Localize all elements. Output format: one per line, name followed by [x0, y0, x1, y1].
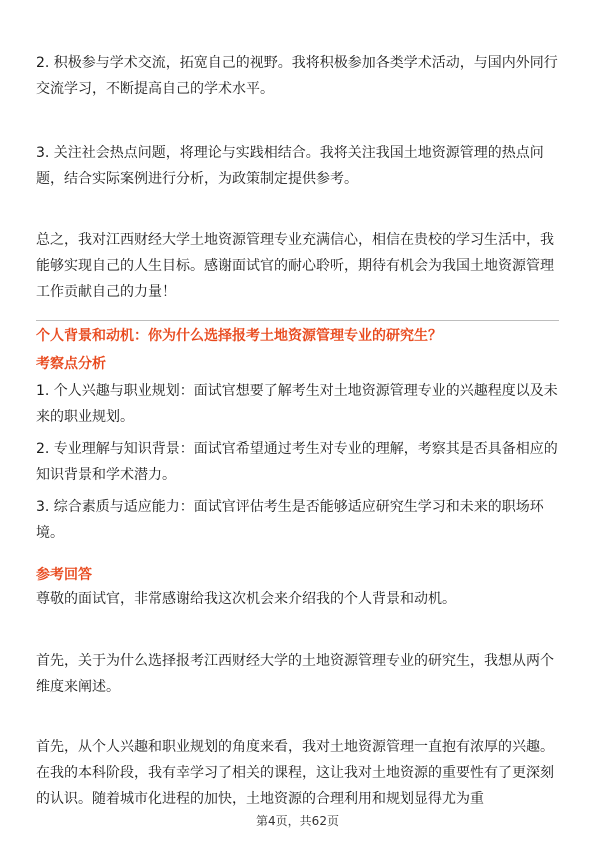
answer-heading: 参考回答	[36, 567, 92, 583]
analysis-heading: 考察点分析	[36, 356, 106, 372]
answer-paragraph-3: 首先，从个人兴趣和职业规划的角度来看，我对土地资源管理一直抱有浓厚的兴趣。在我的本科阶段，我有幸学习了相关的课程，这让我对土地资源的重要性有了更深刻的认识。随着城市化进程的加快，土地资源的合理利用和规划显得尤为重	[36, 739, 554, 807]
document-page	[36, 0, 559, 842]
page-footer: 第4页，共62页	[256, 814, 339, 828]
answer-paragraph-1: 尊敬的面试官，非常感谢给我这次机会来介绍我的个人背景和动机。	[36, 591, 456, 607]
section-divider	[36, 320, 559, 321]
question-title: 个人背景和动机：你为什么选择报考土地资源管理专业的研究生？	[36, 328, 442, 344]
analysis-item-3: 3. 综合素质与适应能力：面试官评估考生是否能够适应研究生学习和未来的职场环境。	[36, 499, 544, 541]
analysis-item-1: 1. 个人兴趣与职业规划：面试官想要了解考生对土地资源管理专业的兴趣程度以及未来的职业规划。	[36, 383, 558, 425]
paragraph-academic-exchange: 2. 积极参与学术交流，拓宽自己的视野。我将积极参加各类学术活动，与国内外同行交流学习，不断提高自己的学术水平。	[36, 55, 558, 97]
analysis-item-2: 2. 专业理解与知识背景：面试官希望通过考生对专业的理解，考察其是否具备相应的知识背景和学术潜力。	[36, 441, 558, 483]
answer-paragraph-2: 首先，关于为什么选择报考江西财经大学的土地资源管理专业的研究生，我想从两个维度来阐述。	[36, 653, 554, 695]
paragraph-social-issues: 3. 关注社会热点问题，将理论与实践相结合。我将关注我国土地资源管理的热点问题，结合实际案例进行分析，为政策制定提供参考。	[36, 145, 544, 187]
paragraph-conclusion: 总之，我对江西财经大学土地资源管理专业充满信心，相信在贵校的学习生活中，我能够实现自己的人生目标。感谢面试官的耐心聆听，期待有机会为我国土地资源管理工作贡献自己的力量！	[36, 232, 554, 300]
